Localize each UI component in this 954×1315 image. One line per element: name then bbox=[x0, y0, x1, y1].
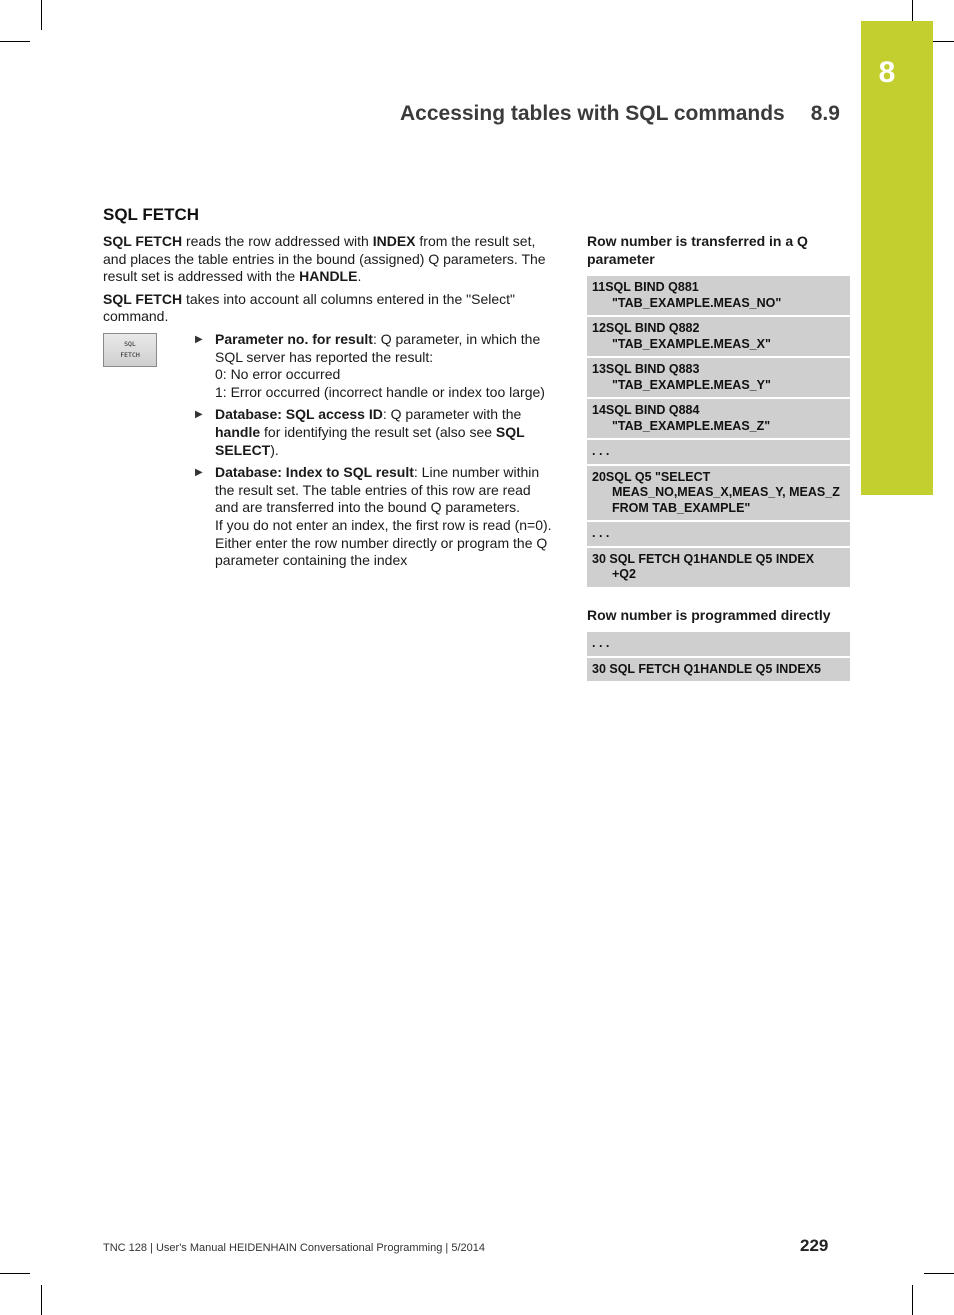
intro-text bbox=[103, 233, 555, 331]
text: reads the row addressed with bbox=[182, 233, 373, 249]
code-line: 30 SQL FETCH Q1HANDLE Q5 INDEX bbox=[592, 551, 815, 566]
code-line: . . . bbox=[592, 636, 610, 651]
code-row bbox=[587, 317, 850, 356]
parameter-list bbox=[195, 331, 557, 575]
code-continuation: "TAB_EXAMPLE.MEAS_X" bbox=[612, 336, 771, 351]
crop-mark bbox=[912, 1285, 913, 1315]
triangle-right-icon: ▶ bbox=[195, 409, 203, 421]
text: takes into account all columns entered in the "Select" command. bbox=[103, 290, 515, 325]
code-line: 12SQL BIND Q882 bbox=[592, 321, 700, 336]
code-row bbox=[587, 522, 850, 546]
keyword: SQL SELECT bbox=[215, 423, 525, 458]
code-row bbox=[587, 466, 850, 521]
list-item bbox=[195, 406, 557, 459]
code-line: . . . bbox=[592, 526, 610, 541]
param-label: Parameter no. for result bbox=[215, 331, 373, 347]
text: : Q parameter with the bbox=[382, 406, 522, 423]
text: ). bbox=[270, 441, 279, 458]
code-continuation: "TAB_EXAMPLE.MEAS_NO" bbox=[612, 295, 782, 310]
code-row bbox=[587, 548, 850, 587]
text: for identifying the result set (also see bbox=[260, 423, 496, 440]
code-line: 20SQL Q5 "SELECT bbox=[592, 469, 711, 484]
chapter-tab bbox=[861, 21, 933, 495]
code-line: 13SQL BIND Q883 bbox=[592, 362, 700, 377]
section-title: SQL FETCH bbox=[103, 205, 200, 224]
crop-mark bbox=[0, 1273, 30, 1274]
code-continuation: +Q2 bbox=[612, 567, 636, 582]
sql-fetch-softkey-icon bbox=[103, 333, 157, 367]
code-row bbox=[587, 399, 850, 438]
code-row bbox=[587, 358, 850, 397]
crop-mark bbox=[924, 1273, 954, 1274]
list-item bbox=[195, 464, 557, 570]
crop-mark bbox=[41, 1285, 42, 1315]
code-row bbox=[587, 276, 850, 315]
crop-mark bbox=[41, 0, 42, 30]
list-line: Either enter the row number directly or program the Q parameter containing the index bbox=[215, 534, 548, 569]
list-line bbox=[215, 331, 557, 366]
example1-code bbox=[587, 276, 850, 587]
code-continuation: MEAS_NO,MEAS_X,MEAS_Y, MEAS_Z FROM TAB_EXAMPLE" bbox=[612, 485, 840, 515]
running-header bbox=[400, 102, 840, 126]
list-line: If you do not enter an index, the first row is read (n=0). bbox=[215, 516, 552, 533]
list-line bbox=[215, 464, 557, 517]
list-line bbox=[215, 406, 557, 459]
softkey-line2: FETCH bbox=[120, 351, 140, 359]
example1-heading: Row number is transferred in a Q parameter bbox=[587, 233, 808, 267]
examples-column bbox=[587, 233, 850, 683]
list-line: 1: Error occurred (incorrect handle or index too large) bbox=[215, 383, 545, 400]
keyword: handle bbox=[215, 423, 261, 440]
triangle-right-icon: ▶ bbox=[195, 467, 203, 479]
code-line: . . . bbox=[592, 444, 610, 459]
page-number: 229 bbox=[800, 1236, 829, 1255]
softkey-line1: SQL bbox=[124, 340, 136, 348]
example2-code bbox=[587, 632, 850, 681]
crop-mark bbox=[0, 41, 30, 42]
keyword: HANDLE bbox=[299, 268, 358, 285]
footer-text: TNC 128 | User's Manual HEIDENHAIN Conversational Programming | 5/2014 bbox=[103, 1242, 485, 1254]
text: from the result set, and places the table entries in the bound (assigned) Q parameters. The result set is addressed with the bbox=[103, 233, 546, 285]
list-line: 0: No error occurred bbox=[215, 366, 341, 383]
code-row bbox=[587, 440, 850, 464]
keyword: INDEX bbox=[372, 233, 416, 249]
header-title: Accessing tables with SQL commands bbox=[400, 102, 785, 125]
code-row bbox=[587, 658, 850, 682]
code-line: 11SQL BIND Q881 bbox=[592, 280, 699, 295]
chapter-number: 8 bbox=[878, 56, 896, 89]
text: : Q parameter, in which the SQL server has reported the result: bbox=[215, 331, 541, 365]
list-item bbox=[195, 331, 557, 401]
keyword: SQL FETCH bbox=[103, 290, 183, 307]
header-section: 8.9 bbox=[810, 102, 840, 125]
triangle-right-icon: ▶ bbox=[195, 334, 203, 345]
code-line: 30 SQL FETCH Q1HANDLE Q5 INDEX5 bbox=[592, 661, 821, 676]
code-continuation: "TAB_EXAMPLE.MEAS_Y" bbox=[612, 377, 771, 392]
intro-paragraph-1 bbox=[103, 233, 555, 286]
code-row bbox=[587, 632, 850, 656]
intro-paragraph-2 bbox=[103, 291, 555, 326]
text: . bbox=[357, 268, 362, 285]
param-label: Database: SQL access ID bbox=[215, 406, 383, 423]
text: : Line number within the result set. The table entries of this row are read and are transferred into the bound Q parameters. bbox=[215, 464, 540, 516]
crop-mark bbox=[912, 0, 913, 21]
code-continuation: "TAB_EXAMPLE.MEAS_Z" bbox=[612, 418, 771, 433]
example2-heading: Row number is programmed directly bbox=[587, 606, 831, 623]
param-label: Database: Index to SQL result bbox=[215, 464, 414, 481]
code-line: 14SQL BIND Q884 bbox=[592, 403, 700, 418]
keyword: SQL FETCH bbox=[103, 233, 183, 249]
